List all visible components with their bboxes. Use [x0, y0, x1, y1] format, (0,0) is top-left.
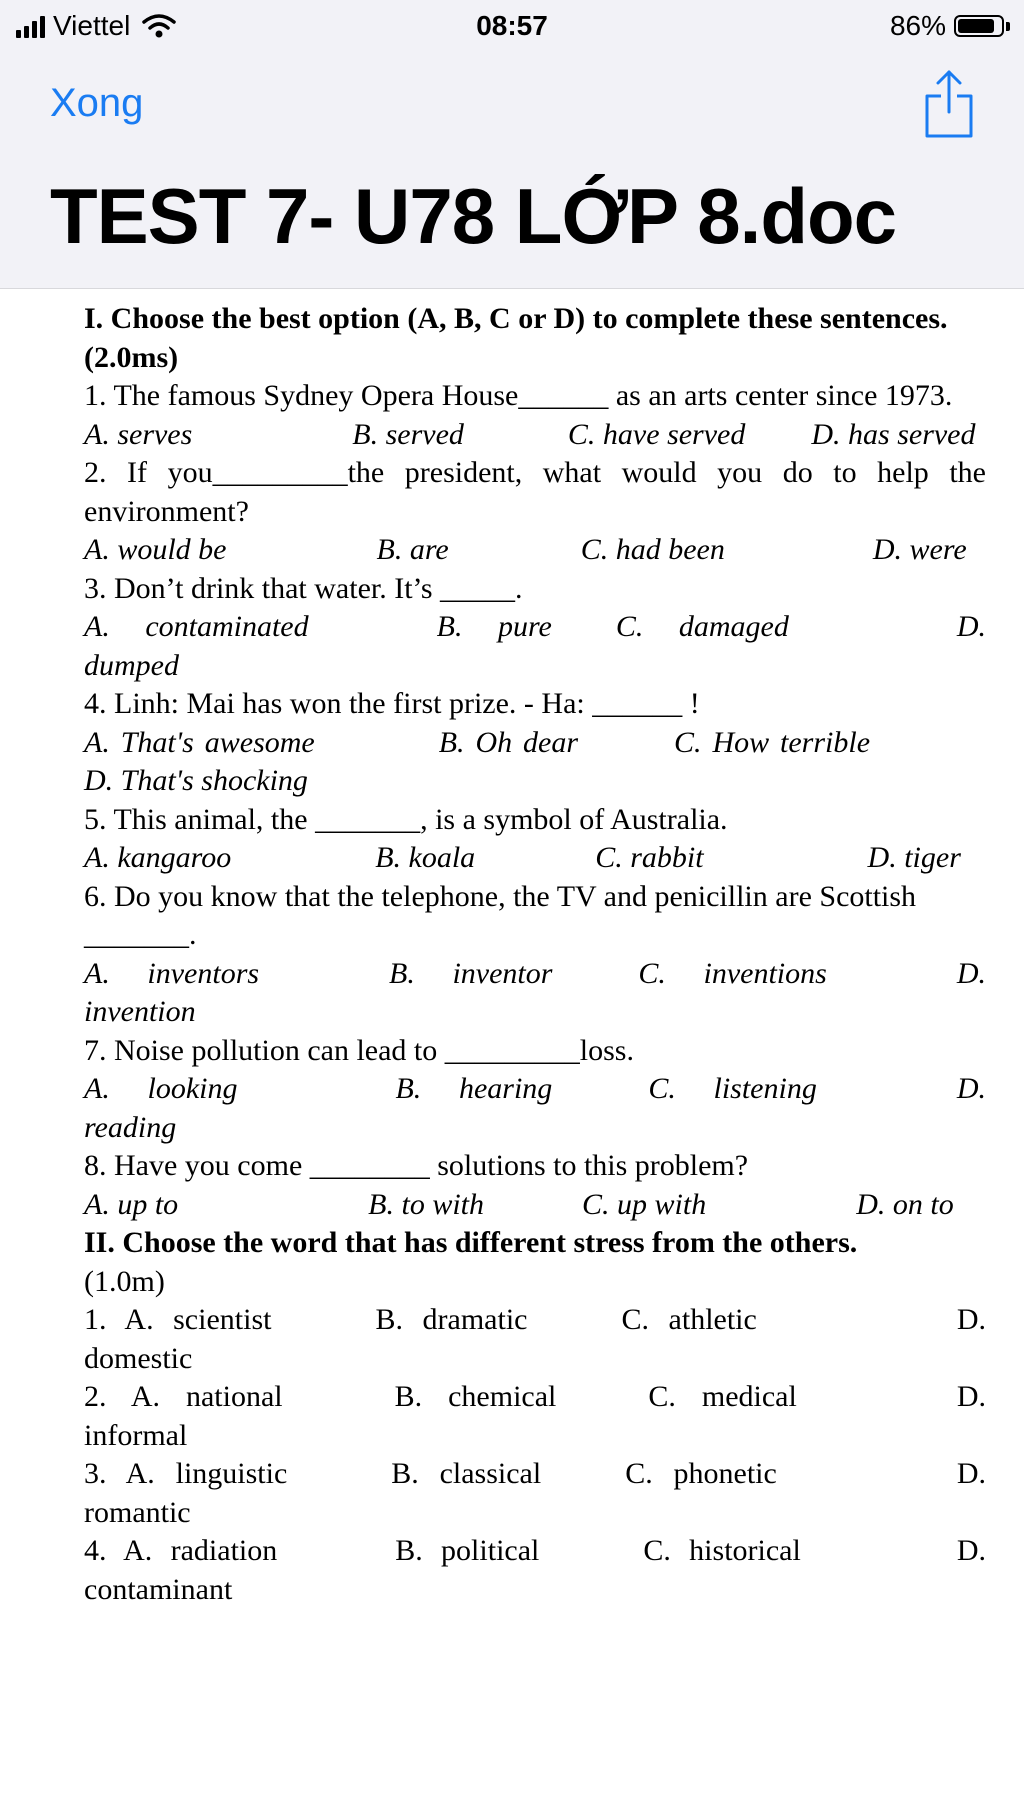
- option-c: C. have served: [567, 417, 746, 451]
- question-8: 8. Have you come ________ solutions to this problem?: [84, 1149, 749, 1182]
- option-c: C. up with: [582, 1187, 707, 1221]
- question-6: 6. Do you know that the telephone, the TV and penicillin are Scottish _______.: [84, 879, 917, 951]
- option-b: B. dramatic: [375, 1303, 528, 1336]
- option-d: D. romantic: [84, 1457, 986, 1529]
- question-8-options: [84, 1186, 986, 1225]
- option-a: A. serves: [84, 417, 193, 451]
- option-a: A. kangaroo: [84, 841, 232, 874]
- question-1: 1. The famous Sydney Opera House______ as an arts center since 1973.: [84, 379, 953, 412]
- question-6-options: [84, 955, 986, 1032]
- option-c: C. listening: [648, 1072, 817, 1105]
- question-2-options: [84, 531, 986, 570]
- question-4: 4. Linh: Mai has won the first prize. - Ha: ______ !: [84, 687, 700, 720]
- option-b: B. Oh dear: [438, 725, 579, 759]
- option-d: D. reading: [84, 1072, 986, 1144]
- status-right: [890, 8, 1010, 44]
- option-a: 3. A. linguistic: [84, 1457, 288, 1490]
- stress-question-2: [84, 1378, 986, 1455]
- option-a: A. contaminated: [84, 610, 309, 643]
- option-d: D. That's shocking: [84, 764, 308, 797]
- option-b: B. hearing: [395, 1072, 553, 1105]
- question-2: 2. If you_________the president, what would you do to help the environment?: [84, 456, 986, 528]
- option-d: D. on to: [856, 1187, 954, 1221]
- document-title: TEST 7- U78 LỚP 8.doc: [50, 172, 896, 260]
- question-7-options: [84, 1070, 986, 1147]
- option-c: C. damaged: [615, 610, 789, 643]
- question-5-options: [84, 839, 986, 878]
- section-2-heading: [84, 1224, 986, 1301]
- option-d: D. informal: [84, 1380, 986, 1452]
- option-d: D. dumped: [84, 610, 986, 682]
- option-d: D. invention: [84, 956, 986, 1028]
- option-a: A. inventors: [84, 956, 260, 990]
- option-c: C. historical: [643, 1534, 801, 1567]
- share-icon[interactable]: [922, 68, 976, 140]
- done-button[interactable]: Xong: [50, 81, 144, 125]
- stress-question-4: [84, 1532, 986, 1609]
- carrier-name: Viettel: [53, 10, 131, 41]
- option-b: B. inventor: [389, 956, 553, 990]
- option-c: C. rabbit: [595, 841, 704, 874]
- stress-question-3: [84, 1455, 986, 1532]
- option-c: C. How terrible: [674, 725, 871, 759]
- option-c: C. inventions: [638, 956, 827, 990]
- question-3: 3. Don’t drink that water. It’s _____.: [84, 571, 523, 605]
- option-b: B. koala: [375, 841, 476, 874]
- question-5: 5. This animal, the _______, is a symbol of Australia.: [84, 802, 728, 836]
- status-bar: [0, 0, 1024, 52]
- option-a: A. That's awesome: [84, 725, 315, 759]
- option-a: A. looking: [84, 1072, 238, 1105]
- question-3-options: [84, 608, 986, 685]
- document-content[interactable]: [84, 300, 986, 1609]
- option-b: B. pure: [436, 610, 552, 643]
- navigation-area: [0, 0, 1024, 289]
- option-d: D. domestic: [84, 1303, 986, 1375]
- option-a: 2. A. national: [84, 1380, 283, 1413]
- option-a: A. up to: [84, 1187, 179, 1221]
- battery-level: [958, 19, 994, 33]
- option-b: B. served: [352, 417, 464, 451]
- option-b: B. are: [376, 533, 449, 566]
- option-c: C. had been: [580, 533, 725, 566]
- option-b: B. chemical: [394, 1380, 557, 1413]
- option-d: D. contaminant: [84, 1534, 986, 1606]
- stress-question-1: [84, 1301, 986, 1378]
- option-d: D. were: [872, 533, 967, 566]
- option-a: 1. A. scientist: [84, 1303, 272, 1336]
- section-2-points: (1.0m): [84, 1264, 165, 1298]
- question-1-options: [84, 416, 986, 455]
- question-7: 7. Noise pollution can lead to _________loss.: [84, 1033, 634, 1067]
- clock: 08:57: [476, 10, 548, 41]
- option-d: D. has served: [811, 417, 976, 451]
- option-c: C. medical: [648, 1380, 797, 1413]
- section-2-title: II. Choose the word that has different stress from the others.: [84, 1226, 858, 1259]
- question-4-options: [84, 724, 986, 801]
- option-c: C. phonetic: [625, 1457, 777, 1490]
- section-1-heading: I. Choose the best option (A, B, C or D) to complete these sentences. (2.0ms): [84, 302, 948, 374]
- battery-tip: [1006, 22, 1010, 31]
- option-b: B. classical: [391, 1457, 542, 1490]
- option-a: A. would be: [84, 533, 227, 566]
- option-b: B. to with: [368, 1187, 485, 1221]
- battery-icon: [954, 15, 1004, 37]
- battery-percentage: 86%: [889, 10, 946, 41]
- option-c: C. athletic: [621, 1303, 757, 1336]
- option-b: B. political: [395, 1534, 540, 1567]
- option-a: 4. A. radiation: [84, 1534, 278, 1567]
- option-d: D. tiger: [867, 841, 961, 874]
